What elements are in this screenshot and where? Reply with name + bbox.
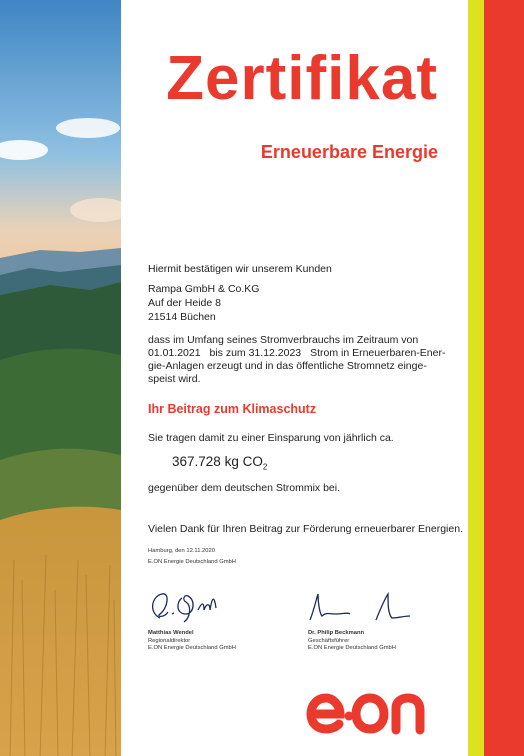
date-to-prefix: bis zum bbox=[209, 347, 246, 359]
certificate-subtitle: Erneuerbare Energie bbox=[260, 142, 438, 162]
signature-wendel bbox=[146, 588, 236, 626]
landscape-photo bbox=[0, 0, 121, 756]
customer-name: Rampa GmbH & Co.KG bbox=[148, 283, 260, 295]
intro-text: Hiermit bestätigen wir unserem Kunden bbox=[148, 263, 332, 275]
co2-amount bbox=[172, 454, 267, 472]
signatory-1 bbox=[148, 630, 236, 653]
period-line-3: gie-Anlagen erzeugt und in das öffentliche Stromnetz einge- bbox=[148, 360, 427, 372]
signatory-1-role: Regionaldirektor bbox=[148, 637, 191, 644]
period-intro: dass im Umfang seines Stromverbrauchs im Zeitraum von bbox=[148, 334, 419, 346]
customer-street: Auf der Heide 8 bbox=[148, 297, 221, 309]
signatory-2-name: Dr. Philip Beckmann bbox=[308, 630, 365, 636]
period-line-4: speist wird. bbox=[148, 373, 201, 385]
signature-beckmann bbox=[306, 590, 416, 628]
date-from: 01.01.2021 bbox=[148, 347, 201, 359]
signatory-2 bbox=[308, 630, 396, 653]
signatory-2-company: E.ON Energie Deutschland GmbH bbox=[308, 645, 396, 652]
amount-unit-sub: 2 bbox=[262, 462, 268, 472]
certificate-title: Zertifikat bbox=[166, 44, 438, 113]
amount-unit: kg CO bbox=[224, 454, 263, 469]
eon-logo bbox=[306, 690, 440, 736]
amount-value: 367.728 bbox=[172, 454, 221, 469]
signatory-1-name: Matthias Wendel bbox=[148, 630, 194, 636]
thanks-text: Vielen Dank für Ihren Beitrag zur Förderung erneuerbarer Energien. bbox=[148, 523, 463, 535]
signatory-1-company: E.ON Energie Deutschland GmbH bbox=[148, 645, 236, 652]
date-to: 31.12.2023 bbox=[248, 347, 302, 359]
place-date: Hamburg, den 12.11.2020 bbox=[148, 548, 215, 554]
period-line bbox=[148, 347, 445, 360]
yellow-stripe bbox=[468, 0, 484, 756]
signatory-2-role: Geschäftsführer bbox=[308, 637, 350, 644]
savings-intro: Sie tragen damit zu einer Einsparung von jährlich ca. bbox=[148, 432, 394, 444]
period-after: Strom in Erneuerbaren-Ener- bbox=[310, 347, 446, 359]
company-small: E.ON Energie Deutschland GmbH bbox=[148, 559, 236, 565]
section-heading: Ihr Beitrag zum Klimaschutz bbox=[148, 402, 317, 416]
red-stripe bbox=[484, 0, 524, 756]
customer-city: 21514 Büchen bbox=[148, 311, 216, 323]
comparison-text: gegenüber dem deutschen Strommix bei. bbox=[148, 482, 341, 494]
